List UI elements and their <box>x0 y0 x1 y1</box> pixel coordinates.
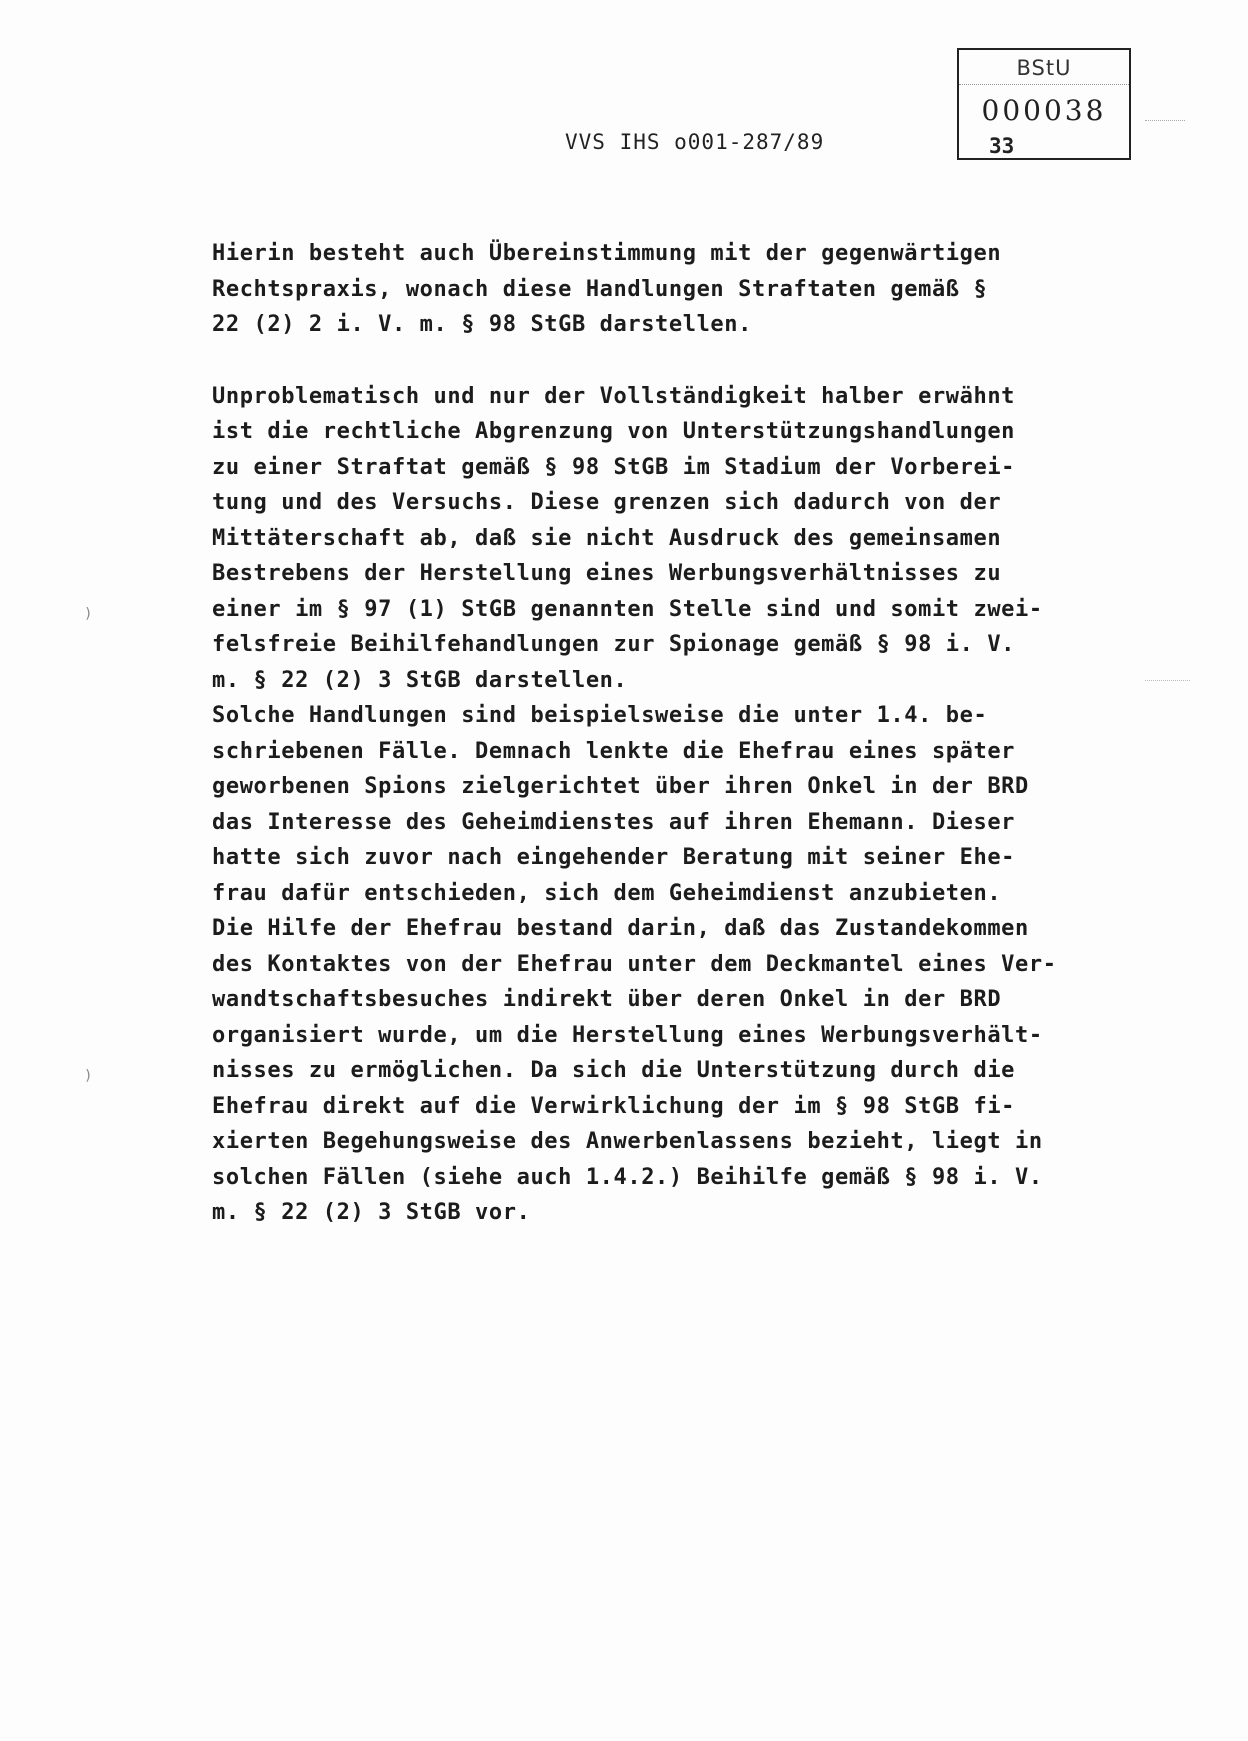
scan-artifact <box>1145 680 1190 681</box>
text-line: Rechtspraxis, wonach diese Handlungen Straftaten gemäß § <box>212 276 988 302</box>
text-line: Unproblematisch und nur der Vollständigkeit halber erwähnt <box>212 383 1016 409</box>
text-line: m. § 22 (2) 3 StGB vor. <box>212 1200 531 1225</box>
archive-label: BStU <box>1016 56 1072 80</box>
paragraph-gap <box>212 343 1112 379</box>
paragraph <box>212 236 1112 343</box>
text-line: zu einer Straftat gemäß § 98 StGB im Stadium der Vorberei- <box>212 454 1016 480</box>
margin-mark: ) <box>84 1068 93 1084</box>
text-line: hatte sich zuvor nach eingehender Beratung mit seiner Ehe- <box>212 845 1016 870</box>
text-line: tung und des Versuchs. Diese grenzen sich dadurch von der <box>212 490 1002 515</box>
scan-artifact <box>1145 120 1185 121</box>
paragraph <box>212 379 1112 1231</box>
text-line: Hierin besteht auch Übereinstimmung mit der gegenwärtigen <box>212 241 1002 266</box>
text-line: nisses zu ermöglichen. Da sich die Unterstützung durch die <box>212 1058 1016 1083</box>
archive-number: 000038 <box>981 94 1107 127</box>
text-line: geworbenen Spions zielgerichtet über ihren Onkel in der BRD <box>212 774 1029 799</box>
text-line: wandtschaftsbesuches indirekt über deren Onkel in der BRD <box>212 987 1002 1012</box>
text-line: das Interesse des Geheimdienstes auf ihren Ehemann. Dieser <box>212 809 1016 835</box>
text-line: solchen Fällen (siehe auch 1.4.2.) Beihilfe gemäß § 98 i. V. <box>212 1164 1043 1190</box>
document-reference: VVS IHS o001-287/89 <box>565 130 825 154</box>
text-line: Mittäterschaft ab, daß sie nicht Ausdruck des gemeinsamen <box>212 525 1002 551</box>
text-line: Solche Handlungen sind beispielsweise die unter 1.4. be- <box>212 703 988 728</box>
text-line: Ehefrau direkt auf die Verwirklichung der im § 98 StGB fi- <box>212 1093 1016 1119</box>
text-line: ist die rechtliche Abgrenzung von Unterstützungshandlungen <box>212 419 1016 444</box>
text-line: m. § 22 (2) 3 StGB darstellen. <box>212 667 628 693</box>
text-line: frau dafür entschieden, sich dem Geheimdienst anzubieten. <box>212 880 1002 906</box>
margin-mark: ) <box>84 606 93 622</box>
text-line: Bestrebens der Herstellung eines Werbungsverhältnisses zu <box>212 561 1002 586</box>
text-line: organisiert wurde, um die Herstellung eines Werbungsverhält- <box>212 1022 1043 1048</box>
text-line: einer im § 97 (1) StGB genannten Stelle sind und somit zwei- <box>212 596 1043 622</box>
page-number: 33 <box>989 134 1015 158</box>
text-line: Die Hilfe der Ehefrau bestand darin, daß das Zustandekommen <box>212 916 1029 941</box>
text-line: des Kontaktes von der Ehefrau unter dem Deckmantel eines Ver- <box>212 951 1057 977</box>
text-line: xierten Begehungsweise des Anwerbenlassens bezieht, liegt in <box>212 1129 1043 1154</box>
text-line: schriebenen Fälle. Demnach lenkte die Ehefrau eines später <box>212 738 1016 764</box>
text-line: felsfreie Beihilfehandlungen zur Spionage gemäß § 98 i. V. <box>212 632 1016 657</box>
archive-stamp <box>957 48 1131 160</box>
text-line: 22 (2) 2 i. V. m. § 98 StGB darstellen. <box>212 312 752 337</box>
stamp-divider <box>959 84 1129 85</box>
body-text <box>212 236 1112 1231</box>
